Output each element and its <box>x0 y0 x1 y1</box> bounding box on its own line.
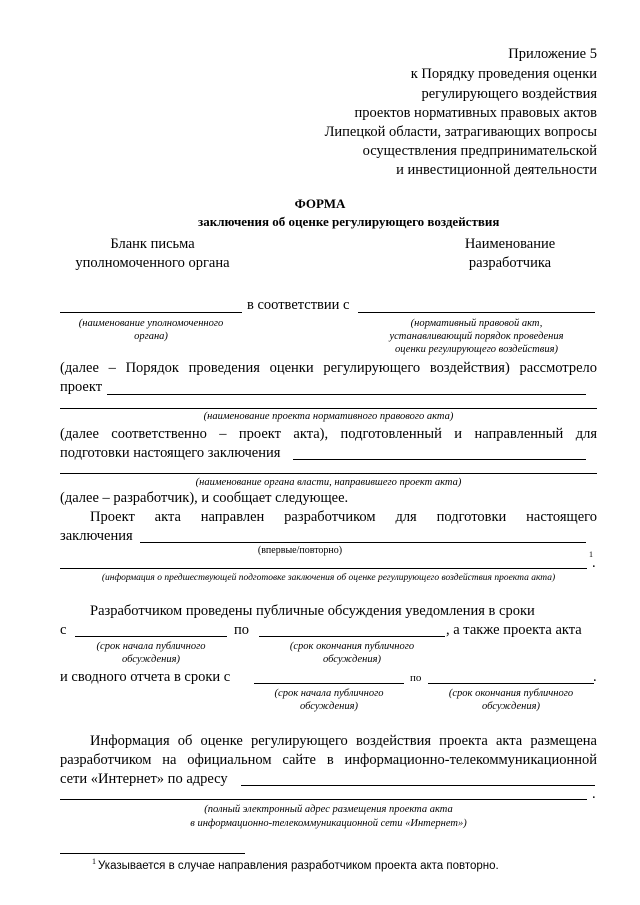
footnote-text: Указывается в случае направления разработчиком проекта акта повторно. <box>98 860 499 872</box>
form-title: ФОРМА <box>294 196 346 211</box>
info-line-1: Информация об оценке регулирующего воздействия проекта акта размещена <box>90 733 597 749</box>
appendix-line-4: проектов нормативных правовых актов <box>354 105 597 121</box>
hint-address-1: (полный электронный адрес размещения проекта акта <box>204 804 453 815</box>
info-line-2: разработчиком на официальном сайте в информационно-телекоммуникационной <box>60 752 597 768</box>
first-repeat-blank[interactable] <box>140 542 586 543</box>
hint-summary-start-1: (срок начала публичного <box>274 688 384 699</box>
hint-summary-end-2: обсуждения) <box>482 701 540 712</box>
address-blank-2[interactable] <box>60 799 587 800</box>
summary-end-blank[interactable] <box>428 683 594 684</box>
project-label: проект <box>60 379 103 395</box>
hint-summary-start-2: обсуждения) <box>300 701 358 712</box>
appendix-line-1: Приложение 5 <box>508 46 597 62</box>
hint-act-1: (нормативный правовой акт, <box>410 318 543 329</box>
to-label: по <box>234 622 250 638</box>
hint-act-2: устанавливающий порядок проведения <box>389 331 564 342</box>
developer-name-label-2: разработчика <box>468 255 552 271</box>
sender-blank-2[interactable] <box>60 473 597 474</box>
footnote-ref: 1 <box>589 550 593 559</box>
letterhead-label-2: уполномоченного органа <box>75 255 230 271</box>
authority-blank[interactable] <box>60 312 242 313</box>
discussion-end-blank[interactable] <box>259 636 445 637</box>
appendix-line-5: Липецкой области, затрагивающих вопросы <box>324 124 597 140</box>
developer-name-label-1: Наименование <box>464 236 556 252</box>
hint-address-2: в информационно-телекоммуникационной сети «Интернет») <box>190 818 467 829</box>
further-line-1: (далее соответственно – проект акта), подготовленный и направленный для <box>60 426 597 442</box>
discussion-line: Разработчиком проведены публичные обсуждения уведомления в сроки <box>90 603 535 619</box>
hint-authority-2: органа) <box>134 331 168 342</box>
address-blank-1[interactable] <box>241 785 595 786</box>
hint-previous: (информация о предшествующей подготовке заключения об оценке регулирующего воздействия проекта акта) <box>101 573 556 583</box>
developer-line: (далее – разработчик), и сообщает следующее. <box>60 490 349 506</box>
hint-first-repeat: (впервые/повторно) <box>257 545 343 556</box>
info-line-3: сети «Интернет» по адресу <box>60 771 228 787</box>
period-2: . <box>593 669 597 685</box>
summary-start-blank[interactable] <box>254 683 404 684</box>
project-name-blank-1[interactable] <box>107 394 586 395</box>
summary-label: и сводного отчета в сроки с <box>60 669 231 685</box>
discussion-start-blank[interactable] <box>75 636 227 637</box>
previous-info-blank[interactable] <box>60 568 587 569</box>
hint-end-2: обсуждения) <box>323 654 381 665</box>
act-blank[interactable] <box>358 312 595 313</box>
sent-line-1: Проект акта направлен разработчиком для подготовки настоящего <box>90 509 597 525</box>
hint-start-2: обсуждения) <box>122 654 180 665</box>
hint-act-3: оценки регулирующего воздействия) <box>395 344 558 355</box>
appendix-line-6: осуществления предпринимательской <box>362 143 597 159</box>
further-line-2: подготовки настоящего заключения <box>60 445 281 461</box>
footnote-mark: 1 <box>92 857 96 866</box>
footnote-separator <box>60 853 245 854</box>
sent-line-2: заключения <box>60 528 133 544</box>
to-label-2: по <box>410 672 422 684</box>
hint-authority-1: (наименование уполномоченного <box>78 318 224 329</box>
hint-sender: (наименование органа власти, направившего проект акта) <box>195 477 462 488</box>
project-name-blank-2[interactable] <box>60 408 597 409</box>
hint-end-1: (срок окончания публичного <box>289 641 415 652</box>
appendix-line-3: регулирующего воздействия <box>421 86 597 102</box>
hint-project-name: (наименование проекта нормативного правового акта) <box>203 411 454 422</box>
sender-blank-1[interactable] <box>293 459 586 460</box>
letterhead-label-1: Бланк письма <box>110 236 195 252</box>
in-accordance-label: в соответствии с <box>247 297 350 313</box>
from-label: с <box>60 622 67 638</box>
procedure-line: (далее – Порядок проведения оценки регулирующего воздействия) рассмотрело <box>60 360 597 376</box>
hint-start-1: (срок начала публичного <box>96 641 206 652</box>
hint-summary-end-1: (срок окончания публичного <box>448 688 574 699</box>
period-1: . <box>592 555 596 571</box>
appendix-line-7: и инвестиционной деятельности <box>396 162 597 178</box>
also-project-label: , а также проекта акта <box>446 622 582 638</box>
appendix-line-2: к Порядку проведения оценки <box>410 66 597 82</box>
form-subtitle: заключения об оценке регулирующего воздействия <box>198 214 500 229</box>
period-3: . <box>592 786 596 802</box>
